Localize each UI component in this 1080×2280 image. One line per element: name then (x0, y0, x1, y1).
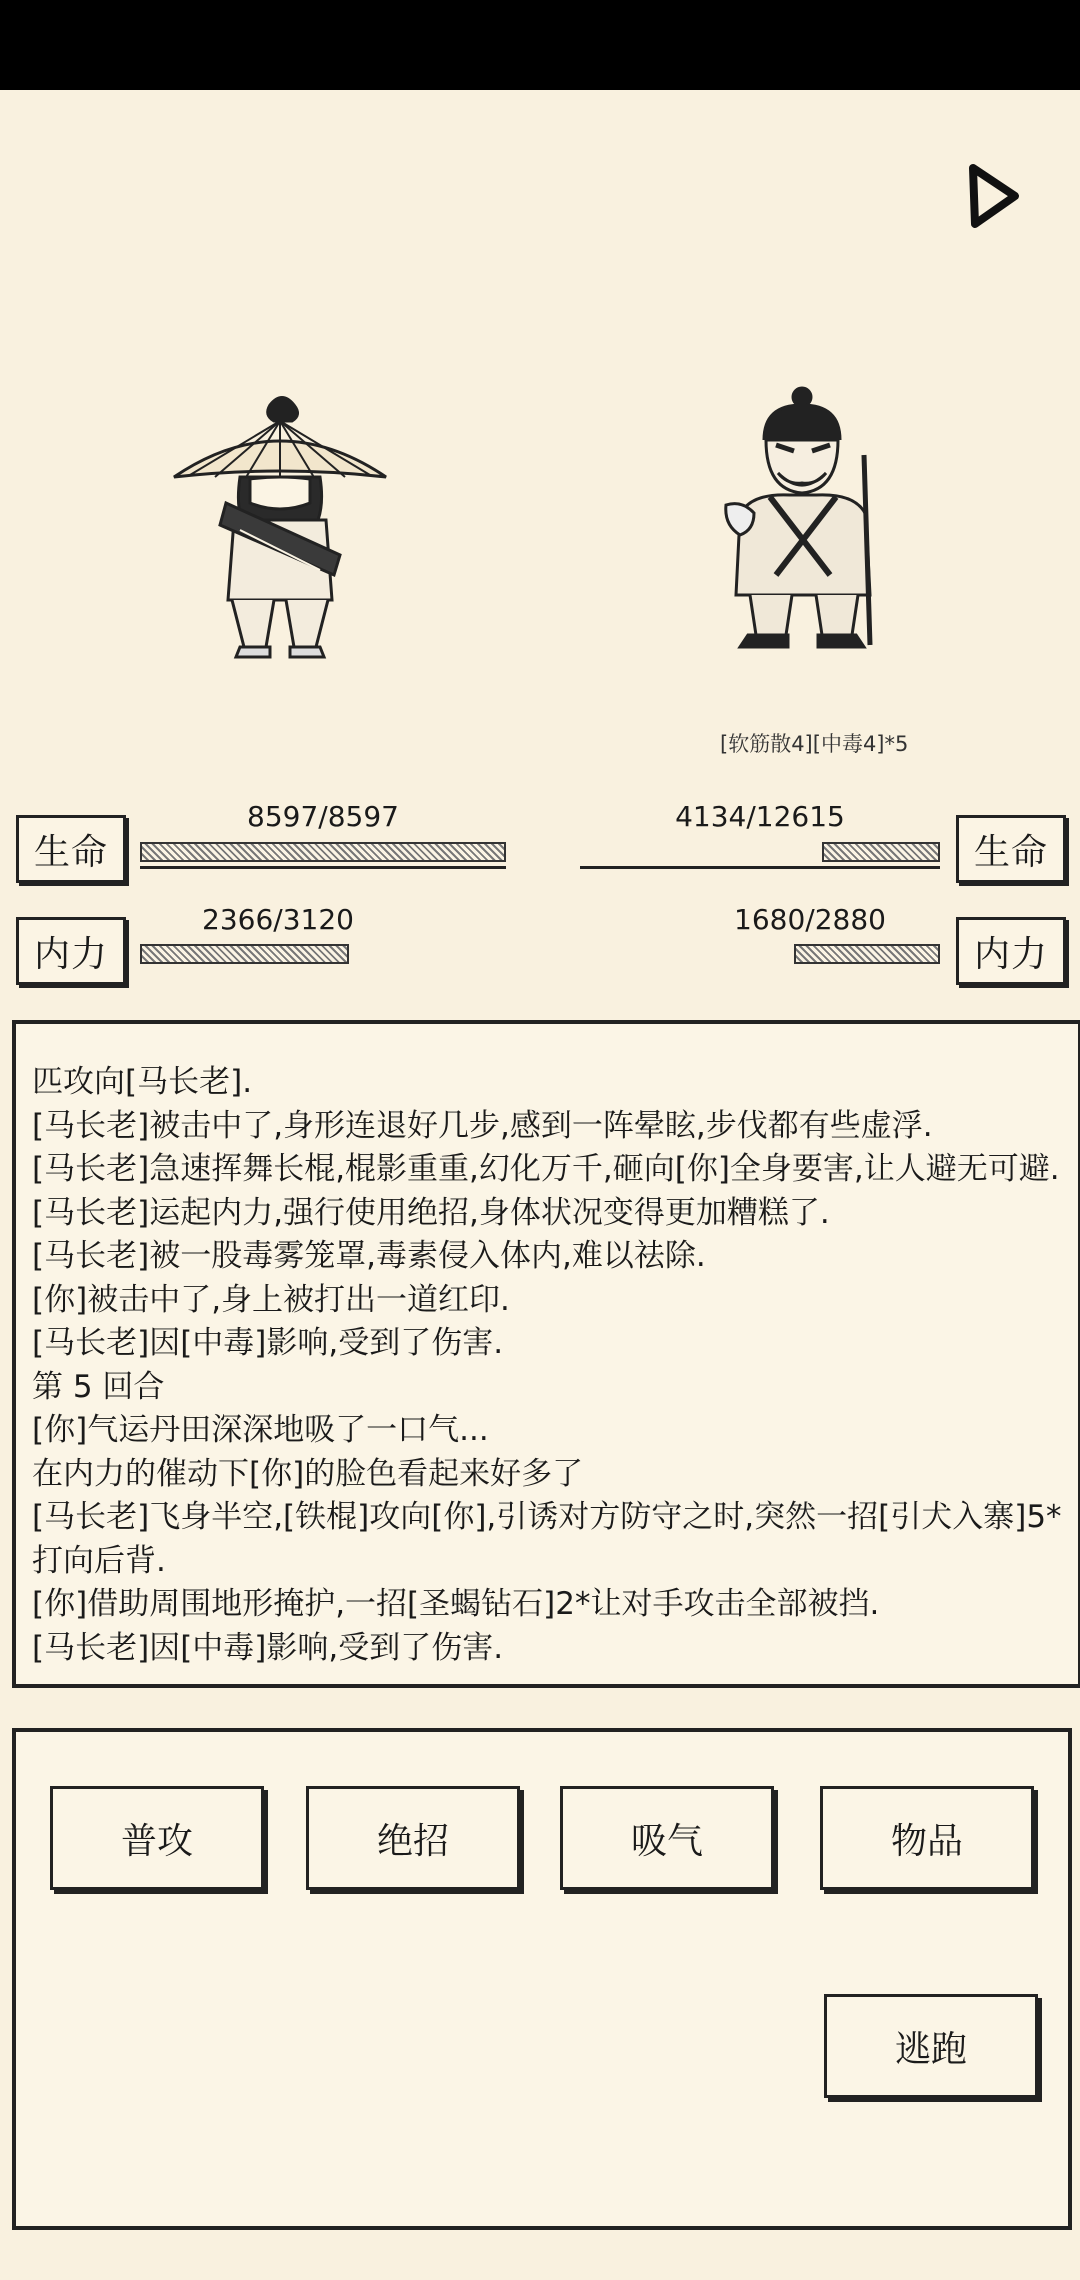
player-mp-label: 内力 (16, 917, 126, 985)
action-panel (12, 1728, 1072, 2230)
battle-log-list (32, 1061, 1064, 1670)
breathe-button[interactable]: 吸气 (560, 1786, 774, 1890)
log-line: [马长老]因[中毒]影响,受到了伤害. (32, 1629, 504, 1666)
player-hp-label: 生命 (16, 815, 126, 883)
player-hp-bar (140, 842, 506, 862)
player-hp-bar-track (140, 866, 506, 869)
enemy-hp-bar (822, 842, 940, 862)
enemy-character (720, 385, 890, 655)
enemy-mp-label: 内力 (956, 917, 1066, 985)
play-icon[interactable] (965, 160, 1025, 230)
status-bar (0, 0, 1080, 90)
log-line: [马长老]被一股毒雾笼罩,毒素侵入体内,难以祛除. (32, 1238, 706, 1274)
enemy-mp-bar (794, 944, 940, 964)
battle-log-panel[interactable] (12, 1020, 1080, 1688)
log-line: [马长老]被击中了,身形连退好几步,感到一阵晕眩,步伐都有些虚浮. (32, 1107, 933, 1144)
log-line: 第 5 回合 (32, 1368, 165, 1405)
enemy-hp-bar-track (580, 866, 940, 869)
items-button[interactable]: 物品 (820, 1786, 1034, 1890)
log-line: [你]被击中了,身上被打出一道红印. (32, 1281, 510, 1318)
log-line: [马长老]因[中毒]影响,受到了伤害. (32, 1325, 504, 1361)
log-line: 匹攻向[马长老]. (32, 1064, 253, 1100)
log-line: [马长老]运起内力,强行使用绝招,身体状况变得更加糟糕了. (32, 1194, 830, 1231)
log-line: [你]借助周围地形掩护,一招[圣蝎钻石]2*让对手攻击全部被挡. (32, 1586, 880, 1622)
player-mp-bar (140, 944, 349, 964)
log-line: [马长老]急速挥舞长棍,棍影重重,幻化万千,砸向[你]全身要害,让人避无可避. (32, 1151, 1060, 1187)
player-character (170, 385, 390, 665)
enemy-hp-text: 4134/12615 (675, 800, 845, 833)
attack-button[interactable]: 普攻 (50, 1786, 264, 1890)
enemy-mp-text: 1680/2880 (734, 903, 886, 936)
player-hp-text: 8597/8597 (247, 800, 399, 833)
ultimate-button[interactable]: 绝招 (306, 1786, 520, 1890)
player-mp-text: 2366/3120 (202, 903, 354, 936)
log-line: 在内力的催动下[你]的脸色看起来好多了 (32, 1455, 584, 1492)
enemy-hp-label: 生命 (956, 815, 1066, 883)
log-line: [你]气运丹田深深地吸了一口气... (32, 1412, 489, 1448)
flee-button[interactable]: 逃跑 (824, 1994, 1038, 2098)
log-line: [马长老]飞身半空,[铁棍]攻向[你],引诱对方防守之时,突然一招[引犬入寨]5*打向后背. (32, 1499, 1062, 1579)
enemy-status-effects: [软筋散4][中毒4]*5 (720, 732, 909, 756)
